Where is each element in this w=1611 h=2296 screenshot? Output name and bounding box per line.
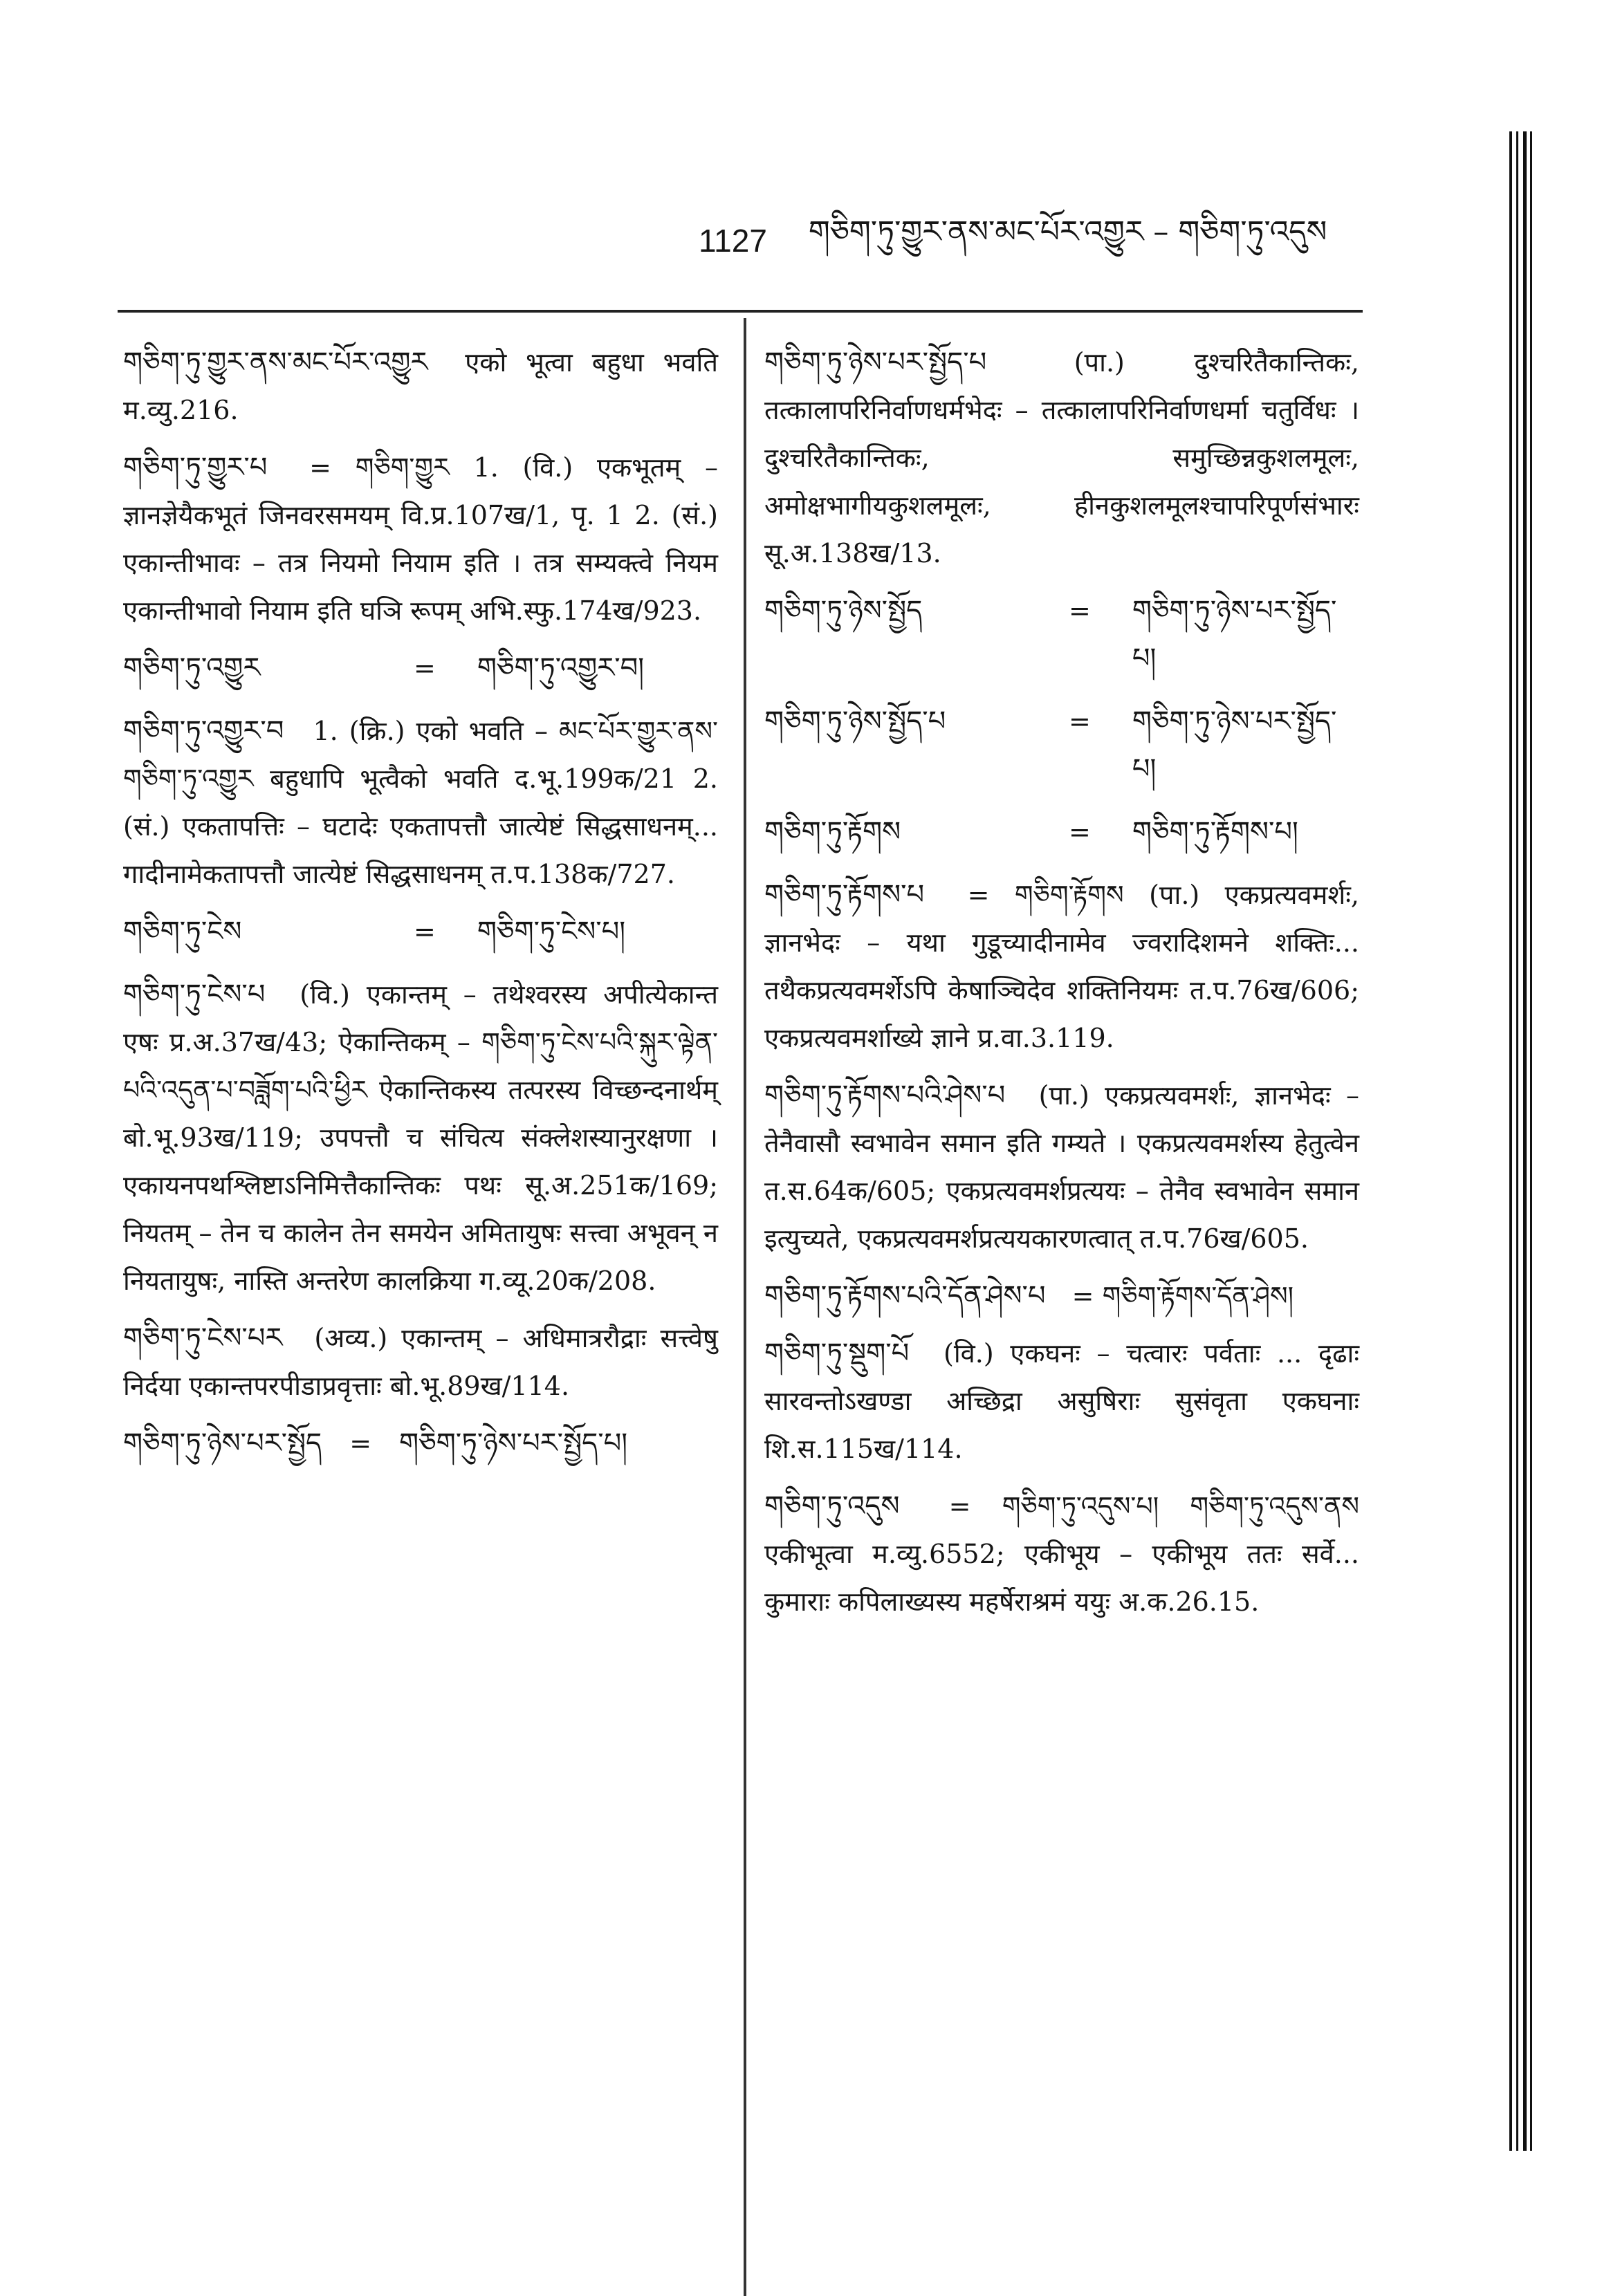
entry-reference: གཅིག་ཏུ་ཉེས་པར་སྤྱོད་པ། — [1132, 705, 1337, 785]
entry-reference: གཅིག་ཏུ་འགྱུར་བ། — [477, 652, 645, 684]
entry-headword: གཅིག་ཏུ་ཉེས་པར་སྤྱོད — [123, 1427, 322, 1459]
entry-headword: གཅིག་ཏུ་གྱུར་ནས་མང་པོར་འགྱུར — [123, 346, 428, 378]
entry-headword: གཅིག་ཏུ་ངེས་པ — [123, 979, 266, 1010]
cross-reference-entry — [123, 908, 718, 956]
entry-headword: གཅིག་ཏུ་རྟོགས་པའི་ཤེས་པ — [764, 1080, 1006, 1111]
column-divider — [744, 318, 746, 2296]
page-number: 1127 — [699, 223, 767, 259]
entry-definition: (पा.) एकप्रत्यवमर्शः, ज्ञानभेदः – तेनैवासौ स्वभावेन समान इति गम्यते । एकप्रत्यवमर्शस्य हेतुत्वेन त.स.64क/605; एकप्रत्यवमर्शप्रत्ययः – तेनैव स्वभावेन समान इत्युच्यते, एकप्रत्यवमर्शप्रत्ययकारणत्वात् त.प.76ख/605. — [764, 1080, 1359, 1254]
dictionary-entry — [764, 1272, 1359, 1320]
entry-headword: གཅིག་ཏུ་སྡུག་པོ — [764, 1337, 910, 1369]
page-edge-line-1 — [1509, 131, 1512, 2151]
entry-headword: གཅིག་ཏུ་ཉེས་སྤྱོད — [764, 595, 923, 627]
entry-reference: གཅིག་ཏུ་རྟོགས་པ། — [1132, 816, 1298, 848]
dictionary-entry — [764, 339, 1359, 577]
entry-definition: (पा.) दुश्चरितैकान्तिकः, तत्कालापरिनिर्वाणधर्मभेदः – तत्कालापरिनिर्वाणधर्मा चतुर्विधः । दुश्चरितैकान्तिकः, समुच्छिन्नकुशलमूलः, अमोक्षभागीयकुशलमूलः, हीनकुशलमूलश्चापरिपूर्णसंभारः सू.अ.138ख/13. — [764, 347, 1359, 568]
entry-headword: གཅིག་ཏུ་འགྱུར — [123, 652, 261, 684]
entry-headword: གཅིག་ཏུ་འདུས — [764, 1490, 900, 1522]
dictionary-entry — [764, 1483, 1359, 1626]
entry-definition: 1. (क्रि.) एको भवति – མང་པོར་གྱུར་ནས་གཅིག་ཏུ་འགྱུར बहुधापि भूत्वैको भवति द.भू.199क/21 2. (सं.) एकतापत्तिः – घटादेः एकतापत्तौ जात्येष्टं सिद्धसाधनम्... गादीनामेकतापत्तौ जात्येष्टं सिद्धसाधनम् त.प.138क/727. — [123, 716, 718, 889]
entry-headword: གཅིག་ཏུ་ཉེས་པར་སྤྱོད་པ — [764, 346, 987, 378]
running-head: གཅིག་ཏུ་གྱུར་ནས་མང་པོར་འགྱུར – གཅིག་ཏུ་འདུས — [808, 214, 1327, 250]
cross-reference-entry — [764, 698, 1359, 793]
dictionary-entry — [123, 707, 718, 898]
entry-headword: གཅིག་ཏུ་ཉེས་སྤྱོད་པ — [764, 705, 946, 737]
entry-headword: གཅིག་ཏུ་རྟོགས — [764, 816, 901, 848]
entry-headword: གཅིག་ཏུ་ངེས — [123, 916, 242, 947]
entry-definition: (वि.) एकघनः – चत्वारः पर्वताः ... दृढाः सारवन्तोऽखण्डा अच्छिद्रा असुषिराः सुसंवृता एकघनाः शि.स.115ख/114. — [764, 1338, 1359, 1464]
page-edge-line-3 — [1523, 131, 1527, 2151]
entry-definition: = གཅིག་རྟོགས་དོན་ཤེས། — [1071, 1281, 1294, 1311]
entry-reference: གཅིག་ཏུ་ཉེས་པར་སྤྱོད་པ། — [399, 1427, 628, 1459]
entry-headword: གཅིག་ཏུ་ངེས་པར — [123, 1322, 283, 1354]
entry-headword: གཅིག་ཏུ་གྱུར་པ — [123, 452, 268, 483]
entry-headword: གཅིག་ཏུ་རྟོགས་པ — [764, 879, 925, 911]
page-edge-line-2 — [1516, 131, 1518, 2151]
equals-sign: = — [1069, 706, 1091, 737]
cross-reference-entry — [123, 1420, 718, 1468]
page-edge-line-4 — [1530, 131, 1532, 2151]
equals-sign: = — [1069, 595, 1091, 626]
dictionary-entry — [764, 1072, 1359, 1263]
entry-definition: (अव्य.) एकान्तम् – अधिमात्ररौद्राः सत्त्वेषु निर्दया एकान्तपरपीडाप्रवृत्ताः बो.भू.89ख/114. — [123, 1323, 718, 1401]
entry-reference: གཅིག་ཏུ་ཉེས་པར་སྤྱོད་པ། — [1132, 595, 1337, 674]
entry-headword: གཅིག་ཏུ་འགྱུར་བ — [123, 715, 284, 747]
entry-headword: གཅིག་ཏུ་རྟོགས་པའི་དོན་ཤེས་པ — [764, 1280, 1046, 1312]
left-column — [123, 339, 718, 1483]
entry-definition: = གཅིག་རྟོགས (पा.) एकप्रत्यवमर्शः, ज्ञानभेदः – यथा गुडूच्यादीनामेव ज्वरादिशमने शक्तिः... तथैकप्रत्यवमर्शेऽपि केषाञ्चिदेव शक्तिनियमः त.प.76ख/606; एकप्रत्यवमर्शाख्ये ज्ञाने प्र.वा.3.119. — [764, 880, 1359, 1053]
right-column — [764, 339, 1359, 1636]
equals-sign: = — [414, 916, 436, 947]
entry-definition: = གཅིག་གྱུར 1. (वि.) एकभूतम् – ज्ञानज्ञेयैकभूतं जिनवरसमयम् वि.प्र.107ख/1, पृ. 1 2. (सं.) एकान्तीभावः – तत्र नियमो नियाम इति । तत्र सम्यक्त्वे नियम एकान्तीभावो नियाम इति घञि रूपम् अभि.स्फु.174ख/923. — [123, 452, 718, 626]
dictionary-entry — [123, 339, 718, 434]
equals-sign: = — [1069, 817, 1091, 847]
page-header — [699, 214, 1390, 261]
equals-sign: = — [349, 1428, 372, 1459]
dictionary-entry — [764, 1330, 1359, 1473]
entry-definition: एको भूत्वा बहुधा भवति म.व्यु.216. — [123, 347, 718, 425]
dictionary-entry — [123, 1315, 718, 1410]
dictionary-entry — [123, 444, 718, 635]
equals-sign: = — [414, 653, 436, 683]
entry-reference: གཅིག་ཏུ་ངེས་པ། — [477, 916, 626, 947]
header-rule — [118, 310, 1363, 313]
cross-reference-entry — [764, 808, 1359, 856]
entry-definition: (वि.) एकान्तम् – तथेश्वरस्य अपीत्येकान्त एषः प्र.अ.37ख/43; ऐकान्तिकम् – གཅིག་ཏུ་ངེས་པའི་སྐུར་ལྟེན་པའི་འདུན་པ་བཟློག་པའི་ཕྱིར ऐकान्तिकस्य तत्परस्य विच्छन्दनार्थम् बो.भू.93ख/119; उपपत्तौ च संचित्य संक्लेशस्यानुरक्षणा । एकायनपथश्लिष्टाऽनिमित्तैकान्तिकः पथः सू.अ.251क/169; नियतम् – तेन च कालेन तेन समयेन अमितायुषः सत्त्वा अभूवन् न नियतायुषः, नास्ति अन्तरेण कालक्रिया ग.व्यू.20क/208. — [123, 979, 718, 1296]
entry-definition: = གཅིག་ཏུ་འདུས་པ། གཅིག་ཏུ་འདུས་ནས एकीभूत्वा म.व्यु.6552; एकीभूय – एकीभूय ततः सर्वे... कुमाराः कपिलाख्यस्य महर्षेराश्रमं ययुः अ.क.26.15. — [764, 1491, 1359, 1617]
dictionary-entry — [764, 871, 1359, 1062]
dictionary-entry — [123, 971, 718, 1305]
cross-reference-entry — [764, 587, 1359, 683]
cross-reference-entry — [123, 645, 718, 692]
